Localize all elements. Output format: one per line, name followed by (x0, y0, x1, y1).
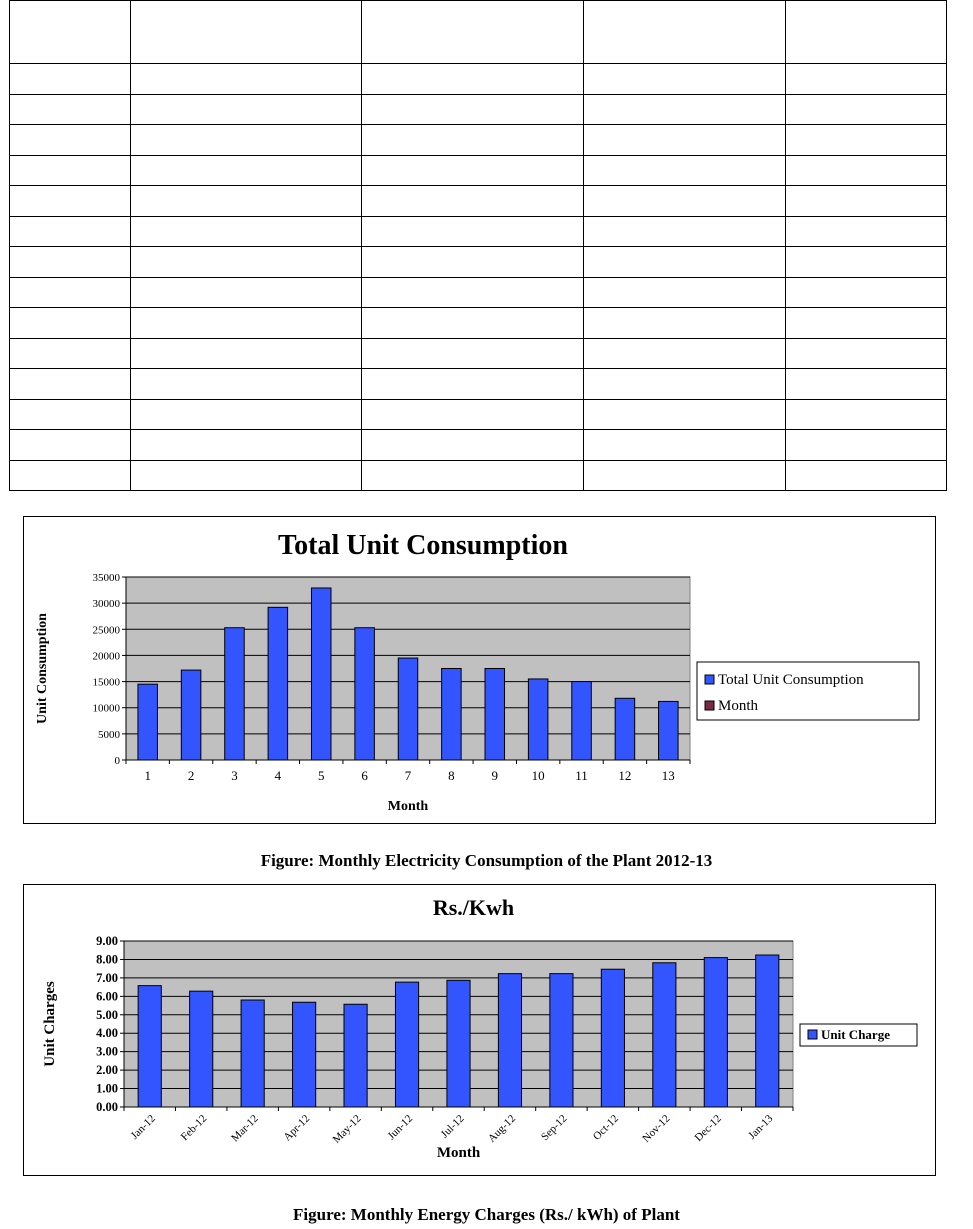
x-tick-label: Mar-12 (229, 1112, 261, 1145)
table-cell (786, 399, 947, 430)
table-cell (10, 155, 131, 186)
table-row (10, 277, 947, 308)
chart-title: Total Unit Consumption (278, 530, 568, 561)
bar (704, 958, 727, 1107)
table-row (10, 155, 947, 186)
y-axis-label: Unit Consumption (35, 613, 50, 724)
empty-data-table (9, 0, 947, 491)
table-cell (131, 399, 362, 430)
table-cell (584, 369, 786, 400)
table-row (10, 216, 947, 247)
table-cell (584, 1, 786, 64)
table-row (10, 1, 947, 64)
table-cell (131, 155, 362, 186)
x-axis-label: Month (436, 1145, 481, 1161)
bar (398, 658, 418, 760)
table-cell (786, 430, 947, 461)
x-tick-label: 4 (274, 768, 282, 783)
table-cell (131, 94, 362, 125)
y-tick-label: 6.00 (96, 989, 118, 1004)
table-cell (362, 308, 584, 339)
table-cell (786, 277, 947, 308)
table-cell (131, 64, 362, 95)
legend-swatch (808, 1030, 817, 1039)
table-cell (584, 308, 786, 339)
bar (225, 628, 245, 760)
y-tick-label: 5000 (98, 728, 120, 741)
bar (498, 974, 521, 1107)
bar (241, 1000, 264, 1107)
table-cell (131, 430, 362, 461)
x-tick-label: Aug-12 (485, 1112, 519, 1145)
table-row (10, 308, 947, 339)
x-tick-label: Oct-12 (590, 1112, 622, 1143)
bar (572, 682, 592, 760)
table-cell (786, 125, 947, 156)
table-cell (362, 338, 584, 369)
y-tick-label: 5.00 (96, 1007, 118, 1022)
legend-label: Unit Charge (821, 1027, 890, 1042)
bar (756, 955, 779, 1107)
legend-label: Total Unit Consumption (718, 672, 864, 688)
table-cell (786, 460, 947, 491)
x-tick-label: 13 (661, 768, 675, 783)
table-row (10, 125, 947, 156)
y-tick-label: 0.00 (96, 1100, 118, 1114)
table-cell (584, 430, 786, 461)
bar (550, 974, 573, 1107)
bar (659, 701, 679, 760)
table-row (10, 64, 947, 95)
x-tick-label: Jul-12 (438, 1112, 467, 1141)
x-tick-label: 3 (231, 768, 238, 783)
table-cell (584, 399, 786, 430)
table-cell (10, 216, 131, 247)
table-cell (10, 1, 131, 64)
y-tick-label: 3.00 (96, 1044, 118, 1059)
x-tick-label: 8 (448, 768, 455, 783)
table-cell (584, 277, 786, 308)
y-tick-label: 10000 (92, 702, 120, 715)
y-tick-label: 7.00 (96, 970, 118, 985)
table-cell (584, 94, 786, 125)
table-cell (362, 369, 584, 400)
y-tick-label: 8.00 (96, 952, 118, 967)
x-tick-label: 11 (575, 768, 588, 783)
table-cell (786, 369, 947, 400)
table-cell (786, 94, 947, 125)
bar (528, 679, 548, 760)
x-tick-label: Dec-12 (692, 1112, 724, 1145)
legend-swatch (705, 675, 714, 684)
table-cell (362, 125, 584, 156)
x-tick-label: Nov-12 (640, 1112, 673, 1145)
legend-swatch (705, 701, 714, 710)
y-tick-label: 20000 (92, 650, 120, 663)
x-tick-label: Apr-12 (281, 1112, 313, 1144)
unit-consumption-chart (23, 516, 936, 824)
y-tick-label: 35000 (92, 572, 120, 584)
table-cell (584, 216, 786, 247)
table-cell (362, 186, 584, 217)
table-cell (362, 216, 584, 247)
table-cell (10, 277, 131, 308)
x-tick-label: 6 (361, 768, 368, 783)
table-cell (131, 186, 362, 217)
y-tick-label: 30000 (92, 598, 120, 611)
x-tick-label: 10 (531, 768, 545, 783)
x-tick-label: 1 (144, 768, 151, 783)
x-tick-label: Sep-12 (539, 1112, 570, 1144)
x-tick-label: 12 (618, 768, 632, 783)
y-tick-label: 15000 (92, 676, 120, 689)
table-cell (131, 308, 362, 339)
bar (442, 669, 462, 761)
unit-charges-chart-svg (24, 885, 935, 1175)
table-cell (584, 64, 786, 95)
table-row (10, 94, 947, 125)
table-cell (131, 125, 362, 156)
table-row (10, 338, 947, 369)
table-cell (10, 125, 131, 156)
table-cell (10, 460, 131, 491)
legend-label: Month (718, 698, 759, 714)
table-cell (584, 125, 786, 156)
table-cell (362, 399, 584, 430)
table-cell (10, 369, 131, 400)
table-cell (362, 94, 584, 125)
table-cell (786, 155, 947, 186)
bar (293, 1002, 316, 1107)
bar (485, 669, 505, 761)
x-tick-label: May-12 (330, 1112, 364, 1146)
bar (447, 980, 470, 1107)
table-cell (131, 216, 362, 247)
y-tick-label: 1.00 (96, 1081, 118, 1096)
bar (355, 628, 375, 760)
table-cell (584, 460, 786, 491)
bar (615, 698, 635, 760)
table-cell (786, 186, 947, 217)
table-cell (10, 399, 131, 430)
table-row (10, 399, 947, 430)
x-tick-label: Feb-12 (178, 1112, 210, 1144)
unit-consumption-chart-svg (24, 517, 935, 823)
table-cell (362, 277, 584, 308)
table-cell (10, 94, 131, 125)
y-tick-label: 4.00 (96, 1026, 118, 1041)
x-tick-label: 9 (491, 768, 499, 783)
table-cell (362, 1, 584, 64)
table-row (10, 369, 947, 400)
bar (653, 963, 676, 1107)
y-tick-label: 0 (114, 755, 120, 767)
bar (190, 991, 213, 1107)
table-cell (10, 338, 131, 369)
table-cell (584, 338, 786, 369)
table-cell (10, 64, 131, 95)
bar (395, 982, 418, 1107)
table-cell (131, 369, 362, 400)
table-cell (786, 64, 947, 95)
table-cell (786, 216, 947, 247)
x-tick-label: Jun-12 (385, 1112, 416, 1143)
table-row (10, 247, 947, 278)
table-cell (362, 460, 584, 491)
bar (344, 1004, 367, 1107)
x-tick-label: 2 (187, 768, 195, 783)
table-row (10, 430, 947, 461)
table-row (10, 186, 947, 217)
x-tick-label: 5 (317, 768, 325, 783)
table-cell (131, 277, 362, 308)
y-tick-label: 2.00 (96, 1063, 118, 1078)
table-cell (131, 1, 362, 64)
table-cell (584, 247, 786, 278)
table-cell (131, 247, 362, 278)
y-axis-label: Unit Charges (42, 981, 58, 1067)
table-cell (10, 430, 131, 461)
y-tick-label: 9.00 (96, 934, 118, 948)
x-tick-label: Jan-12 (128, 1112, 158, 1142)
bar (181, 670, 201, 760)
x-tick-label: 7 (404, 768, 412, 783)
y-tick-label: 25000 (92, 624, 120, 637)
table-cell (786, 338, 947, 369)
bar (138, 986, 161, 1107)
table-cell (131, 460, 362, 491)
table-cell (362, 64, 584, 95)
bar (311, 588, 331, 760)
table-cell (10, 308, 131, 339)
table-cell (584, 186, 786, 217)
table-cell (362, 430, 584, 461)
figure2-caption: Figure: Monthly Energy Charges (Rs./ kWh) of Plant (293, 1205, 680, 1224)
table-cell (10, 186, 131, 217)
unit-charges-chart (23, 884, 936, 1176)
table-cell (362, 247, 584, 278)
x-axis-label: Month (387, 799, 429, 814)
table-row (10, 460, 947, 491)
x-tick-label: Jan-13 (746, 1112, 776, 1142)
bar (268, 607, 288, 760)
table-cell (786, 247, 947, 278)
chart-title: Rs./Kwh (432, 895, 515, 920)
table-cell (786, 1, 947, 64)
figure1-caption: Figure: Monthly Electricity Consumption of the Plant 2012-13 (260, 851, 713, 870)
table-cell (131, 338, 362, 369)
table-cell (584, 155, 786, 186)
table-cell (362, 155, 584, 186)
bar (138, 684, 158, 760)
table-cell (786, 308, 947, 339)
table-cell (10, 247, 131, 278)
bar (601, 969, 624, 1107)
